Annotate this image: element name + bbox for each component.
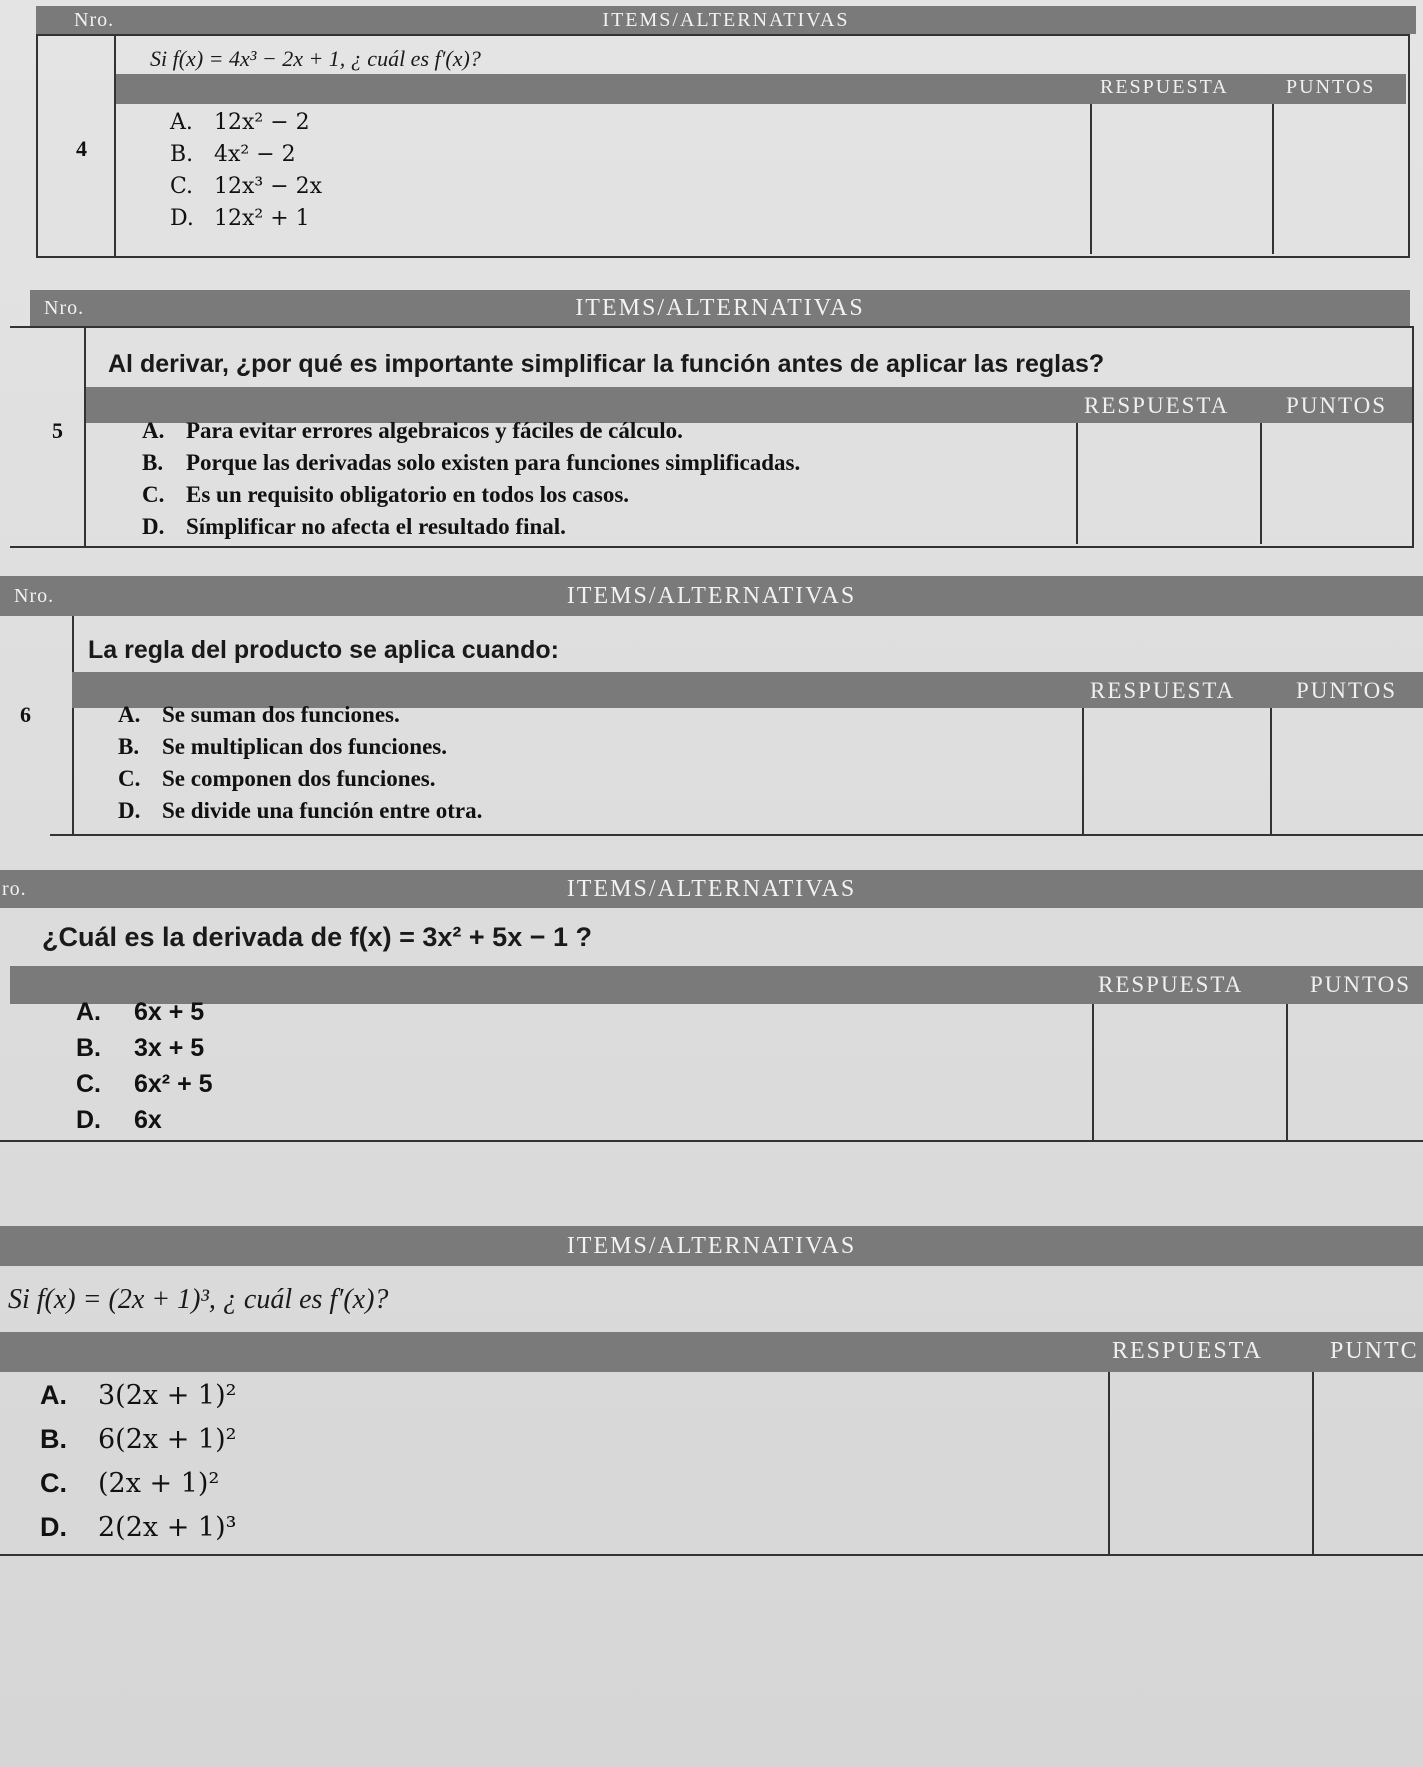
q7-option-a: A. 6x + 5 [76, 998, 205, 1026]
q6-respuesta-label: RESPUESTA [1090, 678, 1236, 703]
q6-puntos-label: PUNTOS [1296, 678, 1398, 703]
q5-header-bar [30, 290, 1410, 326]
q7-option-b: B. 3x + 5 [76, 1034, 205, 1062]
q4-respuesta-label: RESPUESTA [1100, 76, 1229, 98]
q4-option-c: C. 12x³ − 2x [170, 174, 323, 199]
q4-response-bar [116, 74, 1406, 104]
q6-option-a: A. Se suman dos funciones. [118, 702, 400, 727]
q4-header-bar [36, 6, 1416, 34]
q7-answer-box[interactable] [1094, 1006, 1284, 1138]
q8-respuesta-label: RESPUESTA [1112, 1338, 1263, 1364]
q4-option-d: D. 12x² + 1 [170, 206, 310, 231]
q5-option-b: B. Porque las derivadas solo existen para funciones simplificadas. [142, 450, 801, 475]
q8-response-bar [0, 1332, 1423, 1372]
q8-option-d: D. 2(2x + 1)³ [40, 1512, 237, 1543]
q7-items-label: ITEMS/ALTERNATIVAS [566, 875, 857, 902]
q7-bottom-border [0, 1140, 1423, 1142]
q5-points-box[interactable] [1262, 425, 1410, 542]
q6-header-bar [0, 576, 1423, 616]
q6-question: La regla del producto se aplica cuando: [88, 636, 559, 664]
q6-option-b: B. Se multiplican dos funciones. [118, 734, 447, 759]
q5-puntos-label: PUNTOS [1286, 393, 1388, 418]
q5-answer-box[interactable] [1078, 425, 1258, 542]
q7-question: ¿Cuál es la derivada de f(x) = 3x² + 5x − 1 ? [42, 922, 592, 952]
q6-points-box[interactable] [1272, 710, 1422, 832]
q7-nro-label: ro. [2, 877, 27, 900]
q7-points-box[interactable] [1288, 1006, 1422, 1138]
q5-option-d: D. Símplificar no afecta el resultado final. [142, 514, 566, 539]
q6-nro-label: Nro. [14, 584, 55, 607]
q6-option-d: D. Se divide una función entre otra. [118, 798, 483, 823]
q5-col-divider [84, 326, 86, 546]
q6-options [118, 702, 482, 830]
q5-number: 5 [52, 418, 63, 443]
q5-question: Al derivar, ¿por qué es importante simplificar la función antes de aplicar las reglas? [108, 350, 1105, 378]
q8-option-b: B. 6(2x + 1)² [40, 1424, 237, 1455]
q4-items-label: ITEMS/ALTERNATIVAS [602, 8, 850, 31]
q6-answer-box[interactable] [1084, 710, 1268, 832]
q7-options [76, 998, 213, 1142]
q6-bottom-border [50, 834, 1423, 836]
q4-option-b: B. 4x² − 2 [170, 142, 296, 167]
q7-respuesta-label: RESPUESTA [1098, 972, 1244, 997]
q5-option-a: A. Para evitar errores algebraicos y fáciles de cálculo. [142, 418, 683, 443]
q4-number: 4 [76, 136, 87, 161]
q5-options [142, 418, 800, 546]
q5-nro-label: Nro. [44, 296, 85, 319]
q8-items-label: ITEMS/ALTERNATIVAS [566, 1232, 857, 1259]
q4-question: Si f(x) = 4x³ − 2x + 1, ¿ cuál es f′(x)? [150, 46, 481, 71]
q8-option-a: A. 3(2x + 1)² [40, 1380, 237, 1411]
q7-option-c: C. 6x² + 5 [76, 1070, 213, 1098]
q8-answer-box[interactable] [1110, 1374, 1310, 1552]
q5-respuesta-label: RESPUESTA [1084, 393, 1230, 418]
q8-puntos-label: PUNTC [1330, 1338, 1419, 1364]
q5-option-c: C. Es un requisito obligatorio en todos los casos. [142, 482, 630, 507]
q7-option-d: D. 6x [76, 1106, 162, 1134]
q8-points-box[interactable] [1314, 1374, 1422, 1552]
q8-options [40, 1380, 236, 1556]
q4-puntos-label: PUNTOS [1286, 76, 1376, 98]
q6-col-divider [72, 616, 74, 836]
q7-response-bar [10, 966, 1423, 1004]
q8-option-c: C. (2x + 1)² [40, 1468, 220, 1499]
q7-puntos-label: PUNTOS [1310, 972, 1412, 997]
q4-options [170, 110, 322, 238]
q4-option-a: A. 12x² − 2 [170, 110, 310, 135]
q5-items-label: ITEMS/ALTERNATIVAS [575, 294, 865, 321]
q8-header-bar [0, 1226, 1423, 1266]
q4-col-divider [114, 34, 116, 256]
q8-question: Si f(x) = (2x + 1)³, ¿ cuál es f′(x)? [8, 1284, 389, 1315]
q4-answer-box[interactable] [1092, 106, 1270, 252]
q6-number: 6 [20, 702, 31, 727]
q4-nro-label: Nro. [74, 8, 115, 31]
q6-option-c: C. Se componen dos funciones. [118, 766, 436, 791]
q7-header-bar [0, 870, 1423, 908]
q4-points-box[interactable] [1274, 106, 1404, 252]
q6-items-label: ITEMS/ALTERNATIVAS [566, 582, 857, 609]
